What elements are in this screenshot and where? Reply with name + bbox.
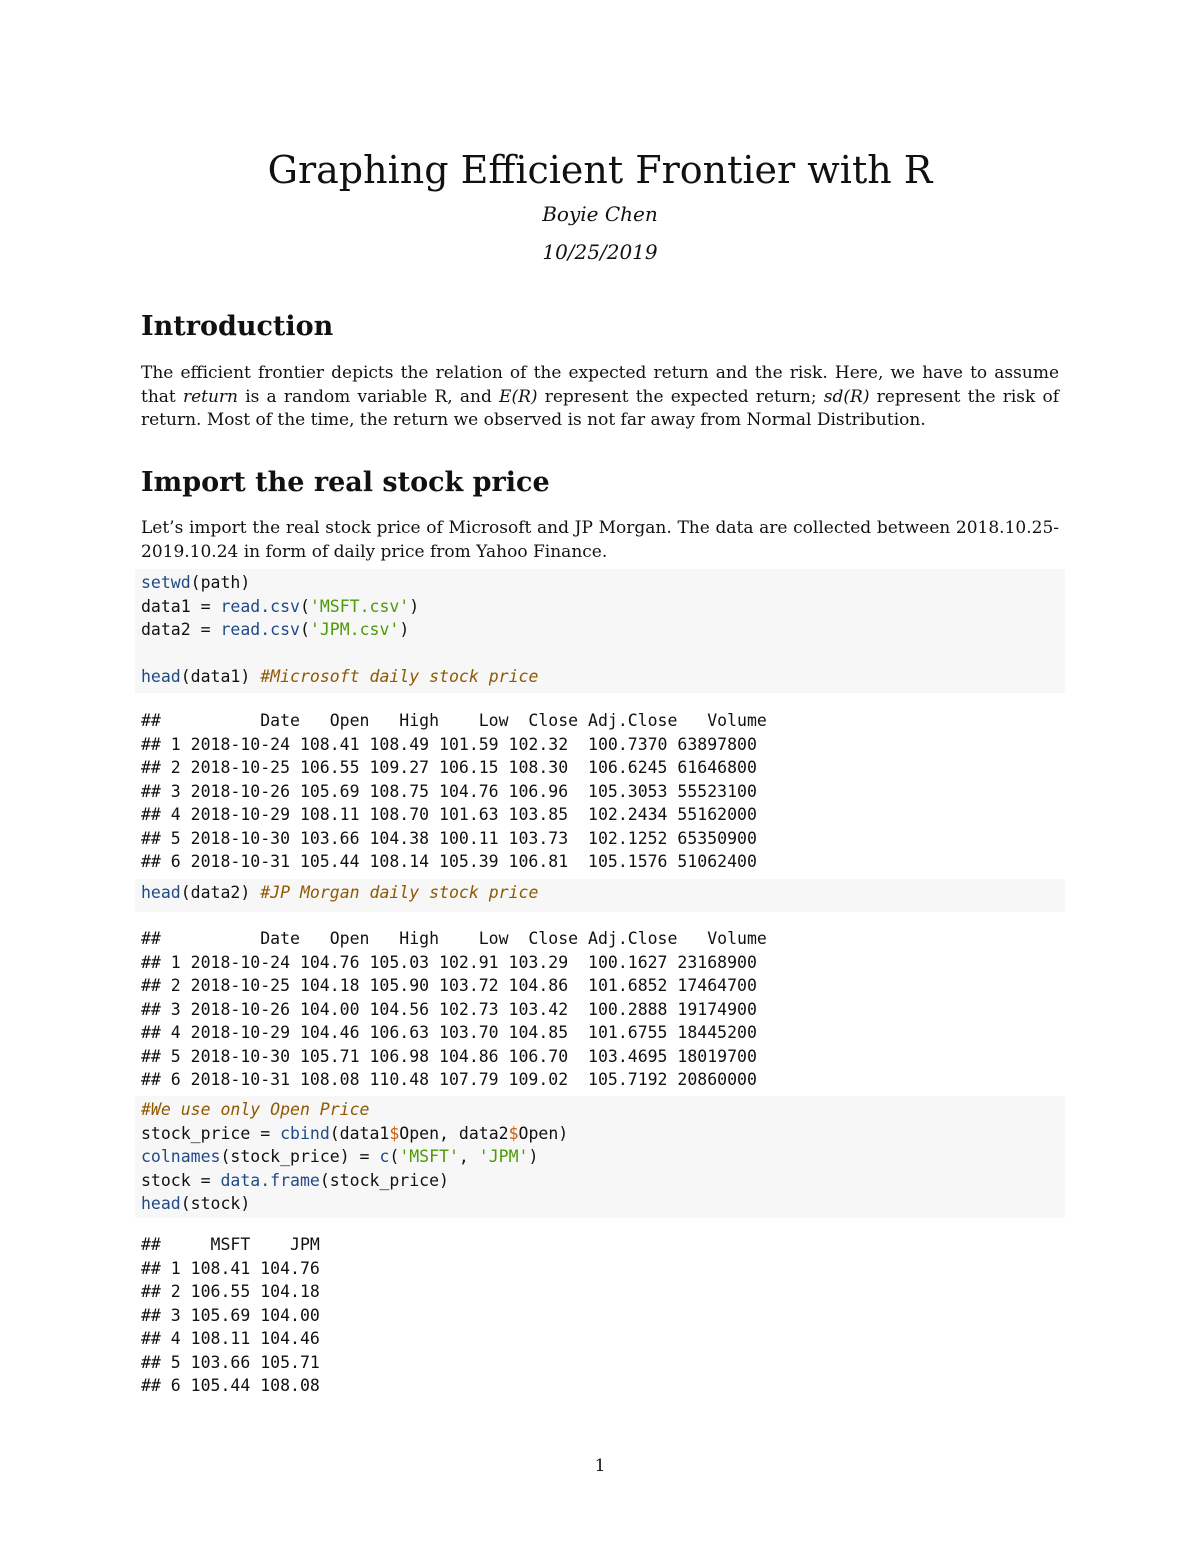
output-row: ## 6 2018-10-31 105.44 108.14 105.39 106.81 105.1576 51062400 — [141, 852, 757, 871]
output-row: ## 6 2018-10-31 108.08 110.48 107.79 109.02 105.7192 20860000 — [141, 1070, 757, 1089]
output-row: ## 4 2018-10-29 108.11 108.70 101.63 103.85 102.2434 55162000 — [141, 805, 757, 824]
output-row: ## 2 2018-10-25 106.55 109.27 106.15 108.30 106.6245 61646800 — [141, 758, 757, 777]
code-line: colnames(stock_price) = c('MSFT', 'JPM') — [141, 1147, 539, 1166]
code-line: setwd(path) — [141, 573, 251, 592]
output-row: ## 3 2018-10-26 105.69 108.75 104.76 106.96 105.3053 55523100 — [141, 781, 757, 801]
heading-import: Import the real stock price — [141, 467, 550, 498]
code-line: head(data1) #Microsoft daily stock price — [141, 667, 539, 686]
code-block-import — [135, 569, 1065, 693]
output-header: ## Date Open High Low Close Adj.Close Volume — [141, 711, 767, 730]
output-block-jpm — [141, 927, 1061, 1092]
code-line: head(stock) — [141, 1194, 251, 1213]
code-line: #We use only Open Price — [141, 1100, 370, 1119]
output-row: ## 5 2018-10-30 103.66 104.38 100.11 103.73 102.1252 65350900 — [141, 828, 757, 848]
document-title: Graphing Efficient Frontier with R — [267, 148, 933, 192]
output-row: ## 2 106.55 104.18 — [141, 1282, 320, 1301]
page-number: 1 — [594, 1456, 606, 1476]
output-row: ## 1 2018-10-24 104.76 105.03 102.91 103.29 100.1627 23168900 — [141, 952, 757, 972]
output-row: ## 3 105.69 104.00 — [141, 1305, 320, 1325]
output-row: ## 4 108.11 104.46 — [141, 1329, 320, 1348]
output-row: ## 1 2018-10-24 108.41 108.49 101.59 102.32 100.7370 63897800 — [141, 734, 757, 754]
code-line: stock = data.frame(stock_price) — [141, 1170, 449, 1190]
output-row: ## 6 105.44 108.08 — [141, 1376, 320, 1395]
output-block-stock — [141, 1233, 1061, 1398]
code-line: data1 = read.csv('MSFT.csv') — [141, 596, 420, 616]
output-row: ## 5 2018-10-30 105.71 106.98 104.86 106.70 103.4695 18019700 — [141, 1046, 757, 1066]
output-row: ## 2 2018-10-25 104.18 105.90 103.72 104.86 101.6852 17464700 — [141, 976, 757, 995]
document-author: Boyie Chen — [542, 202, 658, 226]
output-header: ## MSFT JPM — [141, 1235, 320, 1254]
code-line: head(data2) #JP Morgan daily stock price — [141, 883, 539, 902]
output-row: ## 3 2018-10-26 104.00 104.56 102.73 103.42 100.2888 19174900 — [141, 999, 757, 1019]
output-header: ## Date Open High Low Close Adj.Close Volume — [141, 929, 767, 948]
document-date: 10/25/2019 — [542, 240, 658, 264]
output-block-msft — [141, 709, 1061, 874]
output-row: ## 4 2018-10-29 104.46 106.63 103.70 104.85 101.6755 18445200 — [141, 1023, 757, 1042]
code-block-open-price — [135, 1096, 1065, 1218]
code-line: stock_price = cbind(data1$Open, data2$Open) — [141, 1123, 569, 1143]
output-row: ## 5 103.66 105.71 — [141, 1352, 320, 1372]
intro-paragraph: The efficient frontier depicts the relation of the expected return and the risk. Here, we have to assume that return is a random variable R, and E(R) represent the expected return; sd(R) represent the risk of return. Most of the time, the return we observed is not far away from Normal Distribution. — [141, 363, 1059, 430]
code-line: data2 = read.csv('JPM.csv') — [141, 620, 410, 639]
output-row: ## 1 108.41 104.76 — [141, 1258, 320, 1278]
import-paragraph: Let’s import the real stock price of Microsoft and JP Morgan. The data are collected between 2018.10.25-2019.10.24 in form of daily price from Yahoo Finance. — [141, 518, 1059, 562]
code-line-blank — [135, 642, 1065, 666]
heading-introduction: Introduction — [141, 311, 334, 342]
code-block-head-jpm — [135, 879, 1065, 912]
